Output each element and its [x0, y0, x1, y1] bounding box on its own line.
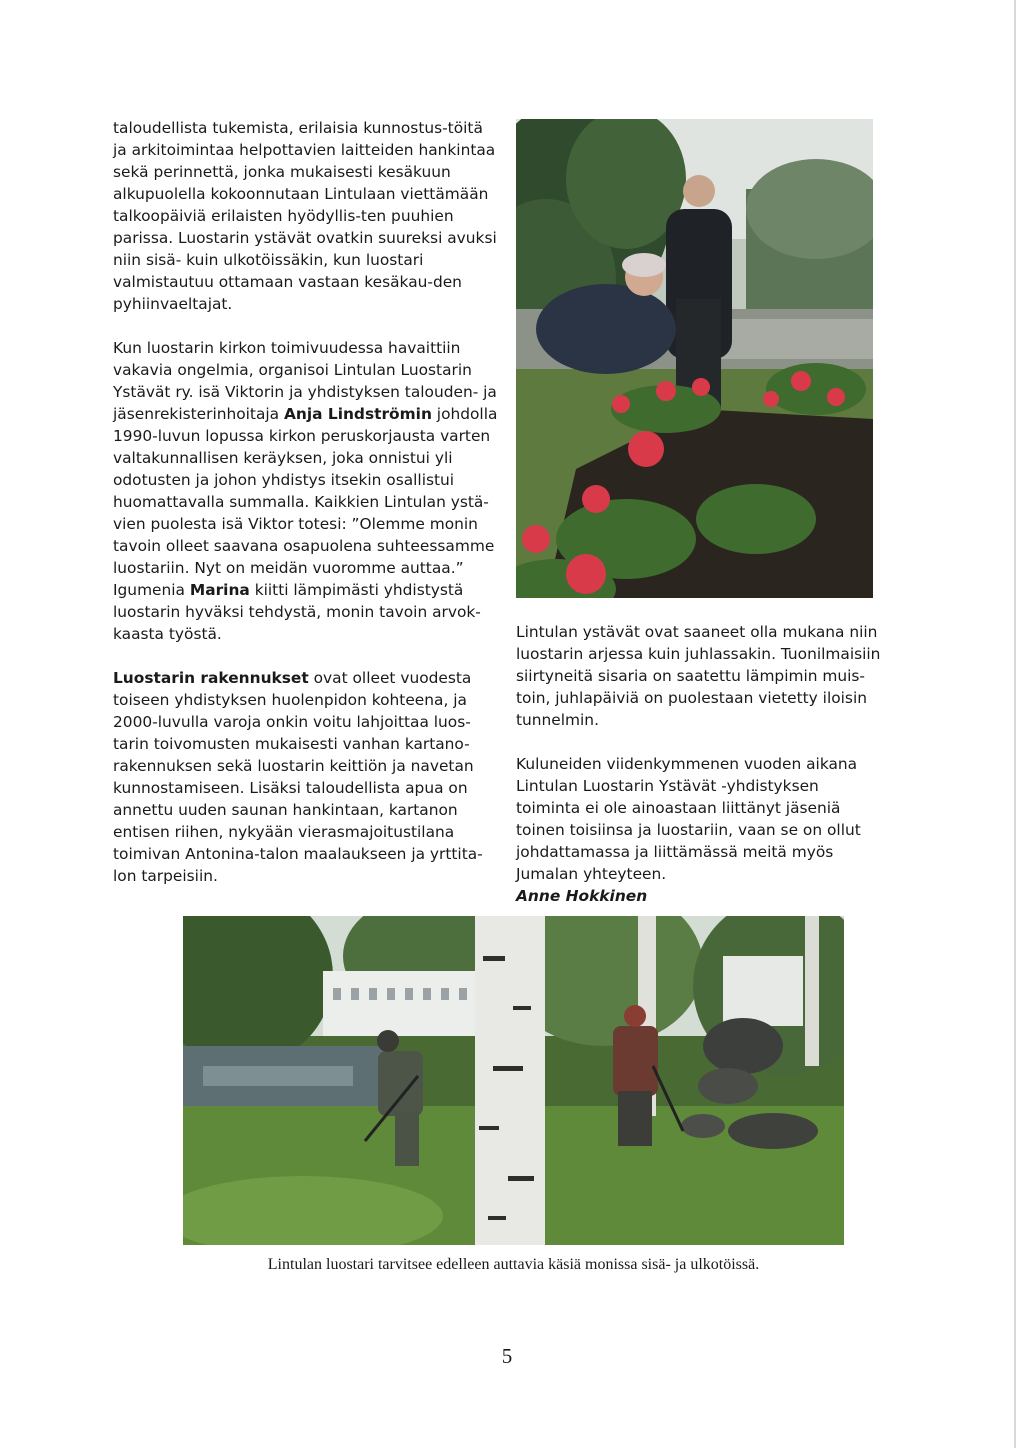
person-name-bold: Marina [189, 581, 250, 599]
left-text-column [113, 117, 498, 887]
page-number: 5 [501, 1344, 513, 1368]
photo-gardening-women [516, 119, 873, 598]
text-run: ovat olleet vuodesta toiseen yhdistyksen huolenpidon kohteena, ja 2000-luvulla varoja onkin voitu lahjoittaa luos-tarin toivomusten mukaisesti vanhan kartano-rakennuksen sekä luostarin keittiön ja navetan kunnostamiseen. Lisäksi taloudellista apua on annettu uuden saunan hankintaan, kartanon entisen riihen, nykyään vierasmajoitustilana toimivan Antonina-talon maalaukseen ja yrttita-lon tarpeisiin. [113, 669, 483, 885]
photo-caption: Lintulan ystävät ovat saaneet olla mukana niin luostarin arjessa kuin juhlassakin. Tuonilmaisiin siirtyneitä sisaria on saatettu lämpimin muis-toin, juhlapäiviä on puolestaan vietetty iloisin tunnelmin. [516, 623, 881, 729]
paragraph-talkoot: taloudellista tukemista, erilaisia kunnostus-töitä ja arkitoimintaa helpottavien laitteiden hankintaa sekä perinnettä, jonka mukaisesti kesäkuun alkupuolella kokoonnutaan Lintulaan viettämään talkoopäiviä erilaisten hyödyllis-ten puuhien parissa. Luostarin ystävät ovatkin suureksi avuksi niin sisä- kuin ulkotöissäkin, kun luostari valmistautuu ottamaan vastaan kesäkau-den pyhiinvaeltajat. [113, 119, 497, 313]
photo-mowing-workers [183, 916, 844, 1245]
lead-in-bold: Luostarin rakennukset [113, 669, 309, 687]
person-name-bold: Anja Lindströmin [284, 405, 432, 423]
paragraph-buildings [113, 667, 498, 887]
text-run: kiitti lämpimästi yhdistystä luostarin hyväksi tehdystä, monin tavoin arvok-kaasta työstä. [113, 581, 481, 643]
bottom-photo-caption: Lintulan luostari tarvitsee edelleen auttavia käsiä monissa sisä- ja ulkotöissä. [267, 1256, 760, 1273]
paragraph-church-renovation [113, 337, 498, 645]
text-run: johdolla 1990-luvun lopussa kirkon peruskorjausta varten valtakunnallisen keräyksen, joka onnistui yli odotusten ja johon yhdistys itsekin osallistui huomattavalla summalla. Kaikkien Lintulan ystä-vien puolesta isä Viktor totesi: ”Olemme monin tavoin olleet saavana osapuolena suhteessamme luostariin. Nyt on meidän vuoromme auttaa.” Igumenia [113, 405, 498, 599]
right-text-column [516, 621, 886, 907]
author-byline: Anne Hokkinen [516, 887, 648, 905]
text-run: Kun luostarin kirkon toimivuudessa havaittiin vakavia ongelmia, organisoi Lintulan Luostarin Ystävät ry. isä Viktorin ja yhdistyksen talouden- ja jäsenrekisterinhoitaja [113, 339, 497, 423]
scan-edge [1014, 0, 1016, 1448]
paragraph-fifty-years: Kuluneiden viidenkymmenen vuoden aikana Lintulan Luostarin Ystävät -yhdistyksen toiminta ei ole ainoastaan liittänyt jäseniä toinen toisiinsa ja luostariin, vaan se on ollut johdattamassa ja liittämässä meitä myös Jumalan yhteyteen. [516, 755, 861, 883]
